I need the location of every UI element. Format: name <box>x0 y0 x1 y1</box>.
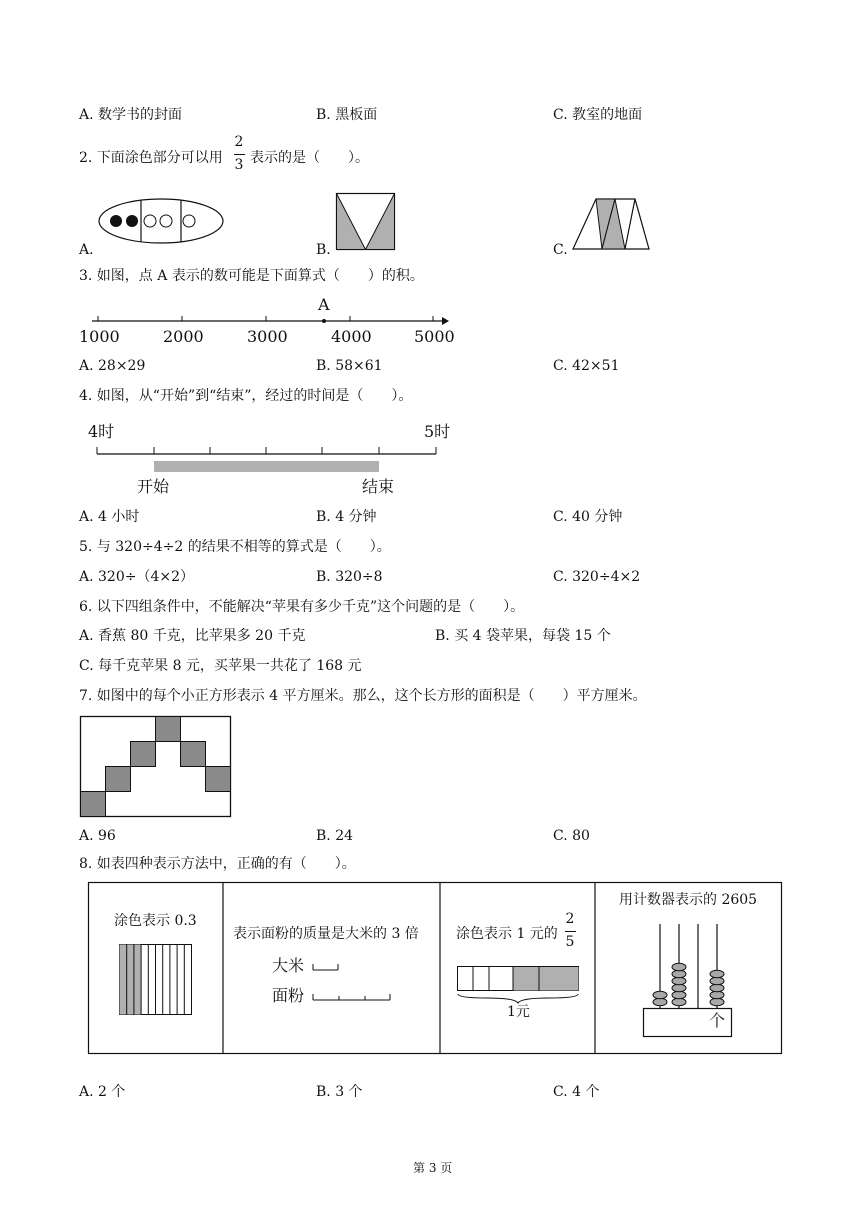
q3-stem: 3. 如图，点 A 表示的数可能是下面算式（ ）的积。 <box>79 268 424 284</box>
q3-tick-4000: 4000 <box>331 327 372 346</box>
page-number: 第 3 页 <box>413 1161 453 1175</box>
q8-cell2-segment-diagram <box>312 960 396 1004</box>
q7-option-b: B. 24 <box>316 828 354 844</box>
q8-cell3-fraction-numerator: 2 <box>565 911 575 927</box>
q8-cell1-decimal-grid <box>119 944 193 1016</box>
q8-stem: 8. 如表四种表示方法中，正确的有（ ）。 <box>79 856 356 872</box>
q6-option-b: B. 买 4 袋苹果，每袋 15 个 <box>435 628 611 644</box>
q8-cell1-title: 涂色表示 0.3 <box>114 913 197 929</box>
q8-cell2-rice-label: 大米 <box>272 956 305 975</box>
q6-option-a: A. 香蕉 80 千克，比苹果多 20 千克 <box>79 628 306 644</box>
q4-label-4h: 4时 <box>88 422 115 441</box>
q2-figure-b-square <box>336 193 396 253</box>
q3-option-b: B. 58×61 <box>316 358 383 374</box>
q8-cell3-unit-label: 1元 <box>507 1004 530 1020</box>
q5-option-b: B. 320÷8 <box>316 569 383 585</box>
q7-option-c: C. 80 <box>553 828 590 844</box>
q8-cell3-title: 涂色表示 1 元的 <box>456 926 558 942</box>
q7-option-a: A. 96 <box>79 828 116 844</box>
q1-option-a: A. 数学书的封面 <box>79 107 183 123</box>
q4-label-5h: 5时 <box>424 422 451 441</box>
q8-cell3-money-bar <box>457 966 581 1006</box>
q4-label-start: 开始 <box>137 477 170 496</box>
q5-stem: 5. 与 320÷4÷2 的结果不相等的算式是（ ）。 <box>79 539 391 555</box>
q2-fraction-denominator: 3 <box>234 157 244 173</box>
q2-option-b-label: B. <box>316 242 331 258</box>
q3-tick-2000: 2000 <box>163 327 204 346</box>
q5-option-a: A. 320÷（4×2） <box>79 569 195 585</box>
q8-option-c: C. 4 个 <box>553 1084 600 1100</box>
q8-option-a: A. 2 个 <box>79 1084 126 1100</box>
q7-rectangle-grid <box>80 716 232 818</box>
q6-stem: 6. 以下四组条件中，不能解决“苹果有多少千克”这个问题的是（ ）。 <box>79 599 525 615</box>
q2-fraction-numerator: 2 <box>234 134 244 150</box>
q4-time-line <box>96 444 441 474</box>
q6-option-c: C. 每千克苹果 8 元，买苹果一共花了 168 元 <box>79 658 362 674</box>
q8-cell3-fraction-bar <box>565 931 576 932</box>
q2-option-a-label: A. <box>79 242 94 258</box>
q3-option-a: A. 28×29 <box>79 358 146 374</box>
q8-cell3-fraction-denominator: 5 <box>565 934 575 950</box>
q8-option-b: B. 3 个 <box>316 1084 363 1100</box>
q3-option-c: C. 42×51 <box>553 358 620 374</box>
q2-stem-suffix: 表示的是（ ）。 <box>250 150 369 166</box>
q5-option-c: C. 320÷4×2 <box>553 569 641 585</box>
q2-stem-prefix: 2. 下面涂色部分可以用 <box>79 150 223 166</box>
q2-option-c-label: C. <box>553 242 568 258</box>
q4-label-end: 结束 <box>362 477 395 496</box>
q3-tick-5000: 5000 <box>414 327 455 346</box>
q4-stem: 4. 如图，从“开始”到“结束”，经过的时间是（ ）。 <box>79 388 413 404</box>
q2-fraction-bar <box>234 154 245 155</box>
q4-option-b: B. 4 分钟 <box>316 509 377 525</box>
q2-figure-c-trapezoid <box>572 198 652 252</box>
q3-point-label: A <box>318 295 330 314</box>
q8-cell2-title: 表示面粉的质量是大米的 3 倍 <box>233 926 419 942</box>
q4-option-a: A. 4 小时 <box>79 509 140 525</box>
q3-tick-3000: 3000 <box>247 327 288 346</box>
q1-option-b: B. 黑板面 <box>316 107 378 123</box>
q3-tick-1000: 1000 <box>79 327 120 346</box>
q7-stem: 7. 如图中的每个小正方形表示 4 平方厘米。那么，这个长方形的面积是（ ）平方厘米。 <box>79 688 647 704</box>
q8-cell2-flour-label: 面粉 <box>272 986 305 1005</box>
q8-cell4-unit-label: 个 <box>709 1011 726 1030</box>
q4-option-c: C. 40 分钟 <box>553 509 623 525</box>
q8-cell4-title: 用计数器表示的 2605 <box>619 892 758 908</box>
q1-option-c: C. 教室的地面 <box>553 107 643 123</box>
q2-figure-a-ellipse <box>97 197 227 247</box>
